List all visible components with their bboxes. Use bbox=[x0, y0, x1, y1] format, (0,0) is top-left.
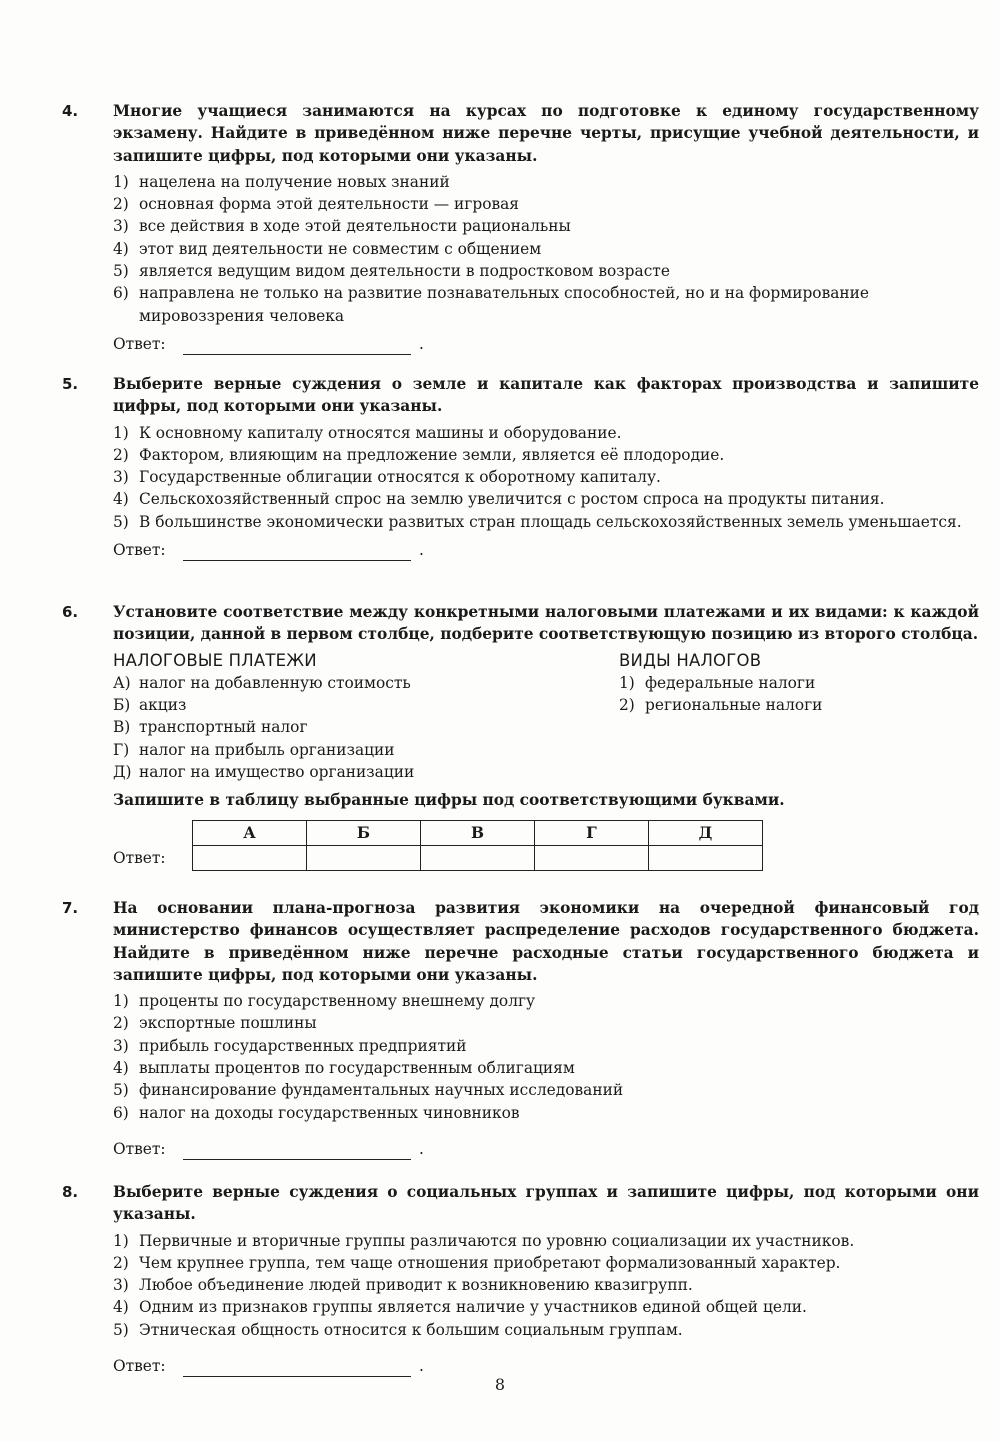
list-item bbox=[113, 171, 979, 193]
list-item bbox=[113, 672, 619, 694]
item-text: все действия в ходе этой деятельности рациональны bbox=[139, 217, 571, 236]
answer-field[interactable] bbox=[183, 544, 411, 561]
list-item bbox=[113, 1079, 979, 1101]
item-text: Любое объединение людей приводит к возникновению квазигрупп. bbox=[139, 1276, 693, 1295]
item-text: прибыль государственных предприятий bbox=[139, 1036, 467, 1055]
list-item bbox=[113, 1252, 979, 1274]
matching-columns bbox=[113, 650, 979, 784]
task-question: Установите соответствие между конкретными налоговыми платежами и их видами: к каждой позиции, данной в первом столбце, подберите соответствующую позицию из второго столбца. bbox=[113, 603, 979, 644]
task-number: 5. bbox=[62, 375, 79, 393]
column-right-heading: ВИДЫ НАЛОГОВ bbox=[619, 650, 762, 670]
item-marker: Г) bbox=[113, 740, 130, 759]
item-marker: 5) bbox=[113, 1320, 129, 1339]
item-text: налог на доходы государственных чиновников bbox=[139, 1103, 520, 1122]
table-header-cell: А bbox=[193, 820, 307, 845]
item-marker: 5) bbox=[113, 1081, 129, 1100]
item-marker: Б) bbox=[113, 696, 131, 715]
list-item bbox=[113, 739, 619, 761]
list-item bbox=[113, 193, 979, 215]
list-item bbox=[113, 422, 979, 444]
table-header-cell: В bbox=[421, 820, 535, 845]
item-marker: 1) bbox=[619, 673, 635, 692]
task-number: 7. bbox=[62, 899, 79, 917]
task-question: Выберите верные суждения о земле и капитале как факторах производства и запишите цифры, под которыми они указаны. bbox=[113, 375, 979, 416]
list-item bbox=[619, 694, 979, 716]
answer-table-header bbox=[193, 820, 763, 845]
list-item bbox=[113, 215, 979, 237]
item-text: налог на прибыль организации bbox=[139, 740, 395, 759]
list-item bbox=[113, 1296, 979, 1318]
list-item bbox=[113, 1057, 979, 1079]
column-left-heading: НАЛОГОВЫЕ ПЛАТЕЖИ bbox=[113, 650, 317, 670]
item-marker: 1) bbox=[113, 423, 129, 442]
item-marker: 1) bbox=[113, 172, 129, 191]
list-item bbox=[113, 1230, 979, 1252]
table-answer-cell[interactable] bbox=[307, 845, 421, 870]
list-item bbox=[113, 990, 979, 1012]
page-number: 8 bbox=[494, 1375, 506, 1394]
item-text: финансирование фундаментальных научных исследований bbox=[139, 1081, 624, 1100]
task-question: Выберите верные суждения о социальных группах и запишите цифры, под которыми они указаны. bbox=[113, 1183, 979, 1224]
answer-table-row bbox=[113, 820, 979, 871]
list-item bbox=[113, 1035, 979, 1057]
list-item bbox=[113, 488, 979, 510]
answer-row bbox=[113, 333, 979, 355]
options-list bbox=[113, 171, 979, 327]
answer-label: Ответ: bbox=[113, 541, 166, 560]
item-marker: 6) bbox=[113, 1103, 129, 1122]
item-text: транспортный налог bbox=[139, 718, 308, 737]
item-text: Государственные облигации относятся к оборотному капиталу. bbox=[139, 468, 661, 487]
table-answer-cell[interactable] bbox=[649, 845, 763, 870]
answer-label: Ответ: bbox=[113, 849, 166, 868]
item-marker: 3) bbox=[113, 217, 129, 236]
answer-label: Ответ: bbox=[113, 1357, 166, 1376]
item-text: федеральные налоги bbox=[645, 673, 816, 692]
list-item bbox=[113, 761, 619, 783]
list-item bbox=[113, 1274, 979, 1296]
left-items bbox=[113, 672, 619, 783]
item-marker: 5) bbox=[113, 512, 129, 531]
table-instruction: Запишите в таблицу выбранные цифры под соответствующими буквами. bbox=[113, 791, 785, 810]
item-text: региональные налоги bbox=[645, 696, 823, 715]
item-text: Первичные и вторичные группы различаются по уровню социализации их участников. bbox=[139, 1231, 855, 1250]
item-marker: 4) bbox=[113, 1298, 129, 1317]
list-item bbox=[113, 282, 979, 327]
item-marker: А) bbox=[113, 673, 131, 692]
table-header-cell: Д bbox=[649, 820, 763, 845]
item-text: экспортные пошлины bbox=[139, 1014, 317, 1033]
answer-field[interactable] bbox=[183, 338, 411, 355]
task-number: 4. bbox=[62, 102, 79, 120]
item-marker: В) bbox=[113, 718, 131, 737]
item-text: этот вид деятельности не совместим с общением bbox=[139, 239, 542, 258]
item-marker: 5) bbox=[113, 262, 129, 281]
item-marker: 3) bbox=[113, 1276, 129, 1295]
answer-table-cells bbox=[193, 845, 763, 870]
answer-label: Ответ: bbox=[113, 334, 166, 353]
task-question: На основании плана-прогноза развития экономики на очередной финансовый год министерство финансов осуществляет распределение расходов государственного бюджета. Найдите в приведённом ниже перечне расходные статьи государственного бюджета и запишите цифры, под которыми они указаны. bbox=[113, 899, 979, 984]
list-item bbox=[113, 466, 979, 488]
answer-label: Ответ: bbox=[113, 1139, 166, 1158]
item-text: К основному капиталу относятся машины и оборудование. bbox=[139, 423, 622, 442]
item-text: налог на добавленную стоимость bbox=[139, 673, 411, 692]
table-answer-cell[interactable] bbox=[193, 845, 307, 870]
item-text: выплаты процентов по государственным облигациям bbox=[139, 1059, 575, 1078]
table-header-cell: Б bbox=[307, 820, 421, 845]
item-text: является ведущим видом деятельности в подростковом возрасте bbox=[139, 262, 670, 281]
answer-row bbox=[113, 1138, 979, 1160]
column-left bbox=[113, 650, 619, 784]
item-text: Чем крупнее группа, тем чаще отношения приобретают формализованный характер. bbox=[139, 1253, 841, 1272]
table-answer-cell[interactable] bbox=[535, 845, 649, 870]
item-marker: 2) bbox=[619, 696, 635, 715]
options-list bbox=[113, 1230, 979, 1341]
answer-row bbox=[113, 539, 979, 561]
right-items bbox=[619, 672, 979, 717]
item-marker: 1) bbox=[113, 1231, 129, 1250]
list-item bbox=[113, 716, 619, 738]
options-list bbox=[113, 990, 979, 1124]
table-header-cell: Г bbox=[535, 820, 649, 845]
answer-field[interactable] bbox=[183, 1143, 411, 1160]
answer-dot: . bbox=[419, 334, 424, 353]
item-marker: 6) bbox=[113, 284, 129, 303]
item-marker: 3) bbox=[113, 1036, 129, 1055]
item-text: Сельскохозяйственный спрос на землю увеличится с ростом спроса на продукты питания. bbox=[139, 490, 885, 509]
options-list bbox=[113, 422, 979, 533]
item-text: проценты по государственному внешнему долгу bbox=[139, 992, 536, 1011]
item-text: основная форма этой деятельности — игровая bbox=[139, 195, 520, 214]
item-text: Одним из признаков группы является наличие у участников единой общей цели. bbox=[139, 1298, 807, 1317]
list-item bbox=[113, 260, 979, 282]
list-item bbox=[113, 1102, 979, 1124]
list-item bbox=[113, 694, 619, 716]
task-number: 8. bbox=[62, 1183, 79, 1201]
item-marker: 2) bbox=[113, 195, 129, 214]
task-question: Многие учащиеся занимаются на курсах по подготовке к единому государственному экзамену. Найдите в приведённом ниже перечне черты, присущие учебной деятельности, и запишите цифры, под которыми они указаны. bbox=[113, 102, 979, 165]
answer-dot: . bbox=[419, 1357, 424, 1376]
list-item bbox=[113, 238, 979, 260]
item-text: акциз bbox=[139, 696, 187, 715]
list-item bbox=[619, 672, 979, 694]
list-item bbox=[113, 1012, 979, 1034]
list-item bbox=[113, 1319, 979, 1341]
item-marker: 1) bbox=[113, 992, 129, 1011]
item-marker: 3) bbox=[113, 468, 129, 487]
item-text: Этническая общность относится к большим социальным группам. bbox=[139, 1320, 683, 1339]
column-right bbox=[619, 650, 979, 784]
list-item bbox=[113, 511, 979, 533]
item-marker: 2) bbox=[113, 1253, 129, 1272]
table-answer-cell[interactable] bbox=[421, 845, 535, 870]
item-text: налог на имущество организации bbox=[139, 763, 415, 782]
answer-dot: . bbox=[419, 541, 424, 560]
item-marker: 4) bbox=[113, 239, 129, 258]
item-text: Фактором, влияющим на предложение земли, является её плодородие. bbox=[139, 445, 725, 464]
answer-dot: . bbox=[419, 1139, 424, 1158]
item-marker: 4) bbox=[113, 1059, 129, 1078]
item-marker: 2) bbox=[113, 445, 129, 464]
answer-table bbox=[192, 820, 763, 871]
task-number: 6. bbox=[62, 603, 79, 621]
item-text: В большинстве экономически развитых стран площадь сельскохозяйственных земель уменьшается. bbox=[139, 512, 962, 531]
item-marker: Д) bbox=[113, 763, 132, 782]
item-marker: 4) bbox=[113, 490, 129, 509]
list-item bbox=[113, 444, 979, 466]
item-text: направлена не только на развитие познавательных способностей, но и на формирование мировоззрения человека bbox=[139, 284, 870, 325]
item-marker: 2) bbox=[113, 1014, 129, 1033]
item-text: нацелена на получение новых знаний bbox=[139, 172, 450, 191]
